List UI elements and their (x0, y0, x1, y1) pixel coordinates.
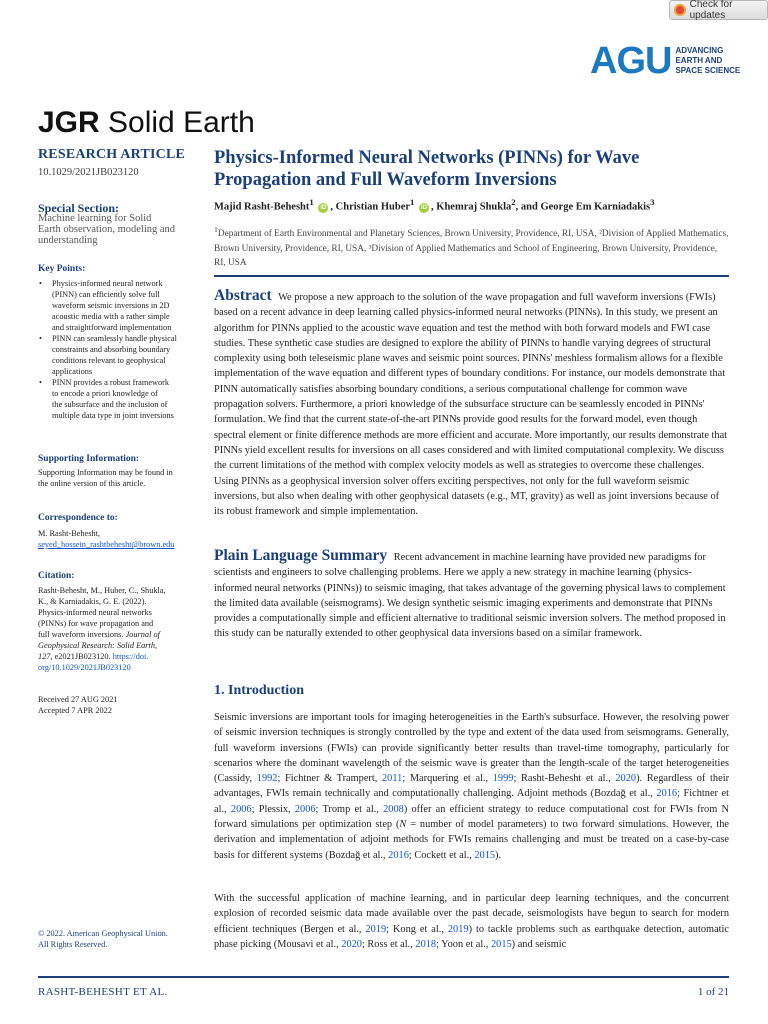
article-type: RESEARCH ARTICLE (38, 147, 186, 162)
author-affiliations: $^1$Department of Earth Environmental and Planetary Sciences, Brown University, Providence, RI, USA, ²Division of Applied Mathematics, Brown University, Providence, RI, USA, ³Division of Applied Mathematics and School of Engineering, Brown University, Providence, RI, USA (214, 225, 729, 269)
agu-tagline (675, 46, 740, 76)
citation-year-link[interactable]: 1999 (492, 773, 514, 785)
citation-doi-link[interactable]: https://doi. (112, 652, 149, 661)
author-name[interactable]: Majid Rasht-Behesht (214, 201, 310, 213)
crossmark-icon (674, 4, 686, 16)
journal-name-rest: Solid Earth (99, 106, 255, 139)
journal-name (38, 105, 255, 141)
citation-year-link[interactable]: 2019 (447, 923, 469, 935)
plain-language-summary-section (214, 548, 729, 642)
special-section-line: understanding (38, 235, 98, 246)
citation-year-link[interactable]: 2015 (474, 849, 496, 861)
journal-name-bold: JGR (38, 106, 100, 139)
agu-logo-mark: AGU (590, 40, 672, 82)
citation-year-link[interactable]: 2015 (490, 938, 512, 950)
correspondence-name: M. Rasht-Behesht, (38, 529, 100, 538)
agu-tagline-line: EARTH AND (675, 56, 723, 65)
received-date: Received 27 AUG 2021 (38, 695, 118, 704)
citation-year-link[interactable]: 2020 (341, 938, 362, 950)
footer-divider (38, 976, 729, 978)
agu-tagline-line: SPACE SCIENCE (675, 66, 741, 75)
citation-year-link[interactable]: 2016 (656, 788, 678, 800)
abstract-section (214, 288, 729, 519)
supporting-info-heading: Supporting Information: (38, 454, 140, 464)
check-for-updates-label: Check for updates (689, 0, 733, 21)
key-point: • Physics-informed neural network (PINN) can efficiently solve full waveform seismic inversions in 2D acoustic media with a rather simple and straightforward implementation (38, 278, 196, 333)
check-for-updates-button[interactable] (669, 0, 768, 20)
introduction-paragraph: Seismic inversions are important tools for imaging heterogeneities in the Earth's subsurface. However, the resolving power of seismic inversion techniques is strongly controlled by the type and extent of the data used from seismograms. Generally, full waveform inversions (FWIs) can provide significantly better results than travel-time tomography, particularly for scenarios where the dominant wavelength of the seismic wave is greater than the length-scale of the target heterogeneities (Cassidy, 1992; Fichtner & Trampert, 2011; Marquering et al., 1999; Rasht-Behesht et al., 2020). Regardless of their advantages, FWIs remain technically and computationally challenging. Adjoint methods (Bozdağ et al., 2016; Fichtner et al., 2006; Plessix, 2006; Tromp et al., 2008) offer an efficient strategy to reduce computational cost for FWIs from N forward simulations per optimization step (N = number of model parameters) to two forward simulations. However, the derivation and implementation of adjoint methods for FWIs remains challenging and must be treated on a case-by-case basis for different systems (Bozdağ et al., 2016; Cockett et al., 2015). (214, 712, 730, 861)
plain-language-summary-text: Recent advancement in machine learning have provided new paradigms for scientists and engineers to solve challenging problems. Here we apply a new strategy in machine learning (physics-informed neural networks (PINNs)) to seismic imaging, that takes advantage of the governing physical laws to complement the limited data available (seismograms). We design synthetic seismic imaging experiments and demonstrate that PINNs provides a computationally simple and efficient alternative to traditional seismic inversion solvers. The method proposed in this study can be naturally extended to other geophysical data inversions based on a similar framework. (214, 552, 726, 640)
citation-year-link[interactable]: 2020 (615, 773, 637, 785)
agu-tagline-line: ADVANCING (675, 46, 724, 55)
accepted-date: Accepted 7 APR 2022 (38, 706, 112, 715)
orcid-icon[interactable]: iD (421, 204, 428, 211)
citation-doi-link-cont[interactable]: org/10.1029/2021JB023120 (38, 663, 131, 672)
special-section-heading: Special Section: (38, 201, 119, 215)
article-doi: 10.1029/2021JB023120 (38, 167, 139, 178)
author-name[interactable]: Christian Huber (335, 201, 411, 213)
page-number: 1 of 21 (697, 986, 729, 998)
article-dates (38, 694, 196, 716)
key-point: • PINN provides a robust framework to encode a priori knowledge of the subsurface and the inclusion of multiple data type in joint inversions (38, 377, 196, 421)
key-points-heading: Key Points: (38, 264, 86, 274)
key-points-list (38, 278, 196, 421)
citation-year-link[interactable]: 2018 (415, 938, 437, 950)
supporting-info-text: Supporting Information may be found in the online version of this article. (38, 468, 173, 488)
agu-logo (590, 42, 740, 80)
citation-year-link[interactable]: 2016 (388, 849, 409, 861)
special-section-line: Machine learning for Solid (38, 213, 152, 224)
introduction-paragraph: With the successful application of machine learning, and in particular deep learning techniques, and the concurrent explosion of recorded seismic data made available over the past decade, seismologists have begun to search for modern efficient techniques (Bergen et al., 2019; Kong et al., 2019) to tackle problems such as earthquake detection, automatic phase picking (Mousavi et al., 2020; Ross et al., 2018; Yoon et al., 2015) and seismic (214, 893, 730, 950)
introduction-heading: 1. Introduction (214, 683, 304, 698)
abstract-text: We propose a new approach to the solution of the wave propagation and full waveform inversions (FWIs) based on a recent advance in deep learning called physics-informed neural networks (PINNs). In this study, we present an algorithm for PINNs applied to the acoustic wave equation and test the method with both forward models and FWI case studies. These synthetic case studies are designed to explore the ability of PINNs to handle varying degrees of structural complexity using both teleseismic plane waves and seismic point sources. PINNs' meshless formalism allows for a flexible implementation of the wave equation and different types of boundary conditions. For instance, our models demonstrate that PINN automatically satisfies absorbing boundary conditions, a serious computational challenge for common wave propagation solvers. Furthermore, a priori knowledge of the subsurface structure can be seamlessly encoded in PINNs' formulation. We find that the current state-of-the-art PINNs provide good results for the forward model, even though spectral element or finite difference methods are more efficient and accurate. More importantly, our results demonstrate that PINNs yield excellent results for inversions on all cases considered and with limited computational complexity. We discuss the current limitations of the method with complex velocity models as well as strategies to overcome these challenges. Using PINNs as a geophysical inversion solver offers exciting perspectives, not only for the full waveform seismic inversions, but also when dealing with other geophysical datasets (e.g., MT, gravity) as well as joint inversions because of its robust framework and simple implementation. (214, 292, 728, 518)
key-point: • PINN can seamlessly handle physical constraints and absorbing boundary conditions relevant to geophysical applications (38, 333, 196, 377)
correspondence-heading: Correspondence to: (38, 513, 118, 523)
author-name[interactable]: George Em Karniadakis (540, 201, 651, 213)
plain-language-summary-heading: Plain Language Summary (214, 547, 388, 564)
citation-year-link[interactable]: 1992 (256, 773, 278, 785)
author-list: Majid Rasht-Behesht$^1$ iD , Christian Huber$^1$ iD , Khemraj Shukla$^2$, and George Em Karniadakis$^3$ (214, 197, 655, 213)
special-section-text (38, 213, 196, 246)
citation-year-link[interactable]: 2019 (365, 923, 387, 935)
citation-year-link[interactable]: 2011 (382, 773, 403, 785)
citation-heading: Citation: (38, 571, 75, 581)
citation-year-link[interactable]: 2008 (383, 803, 404, 815)
author-name[interactable]: Khemraj Shukla (436, 201, 512, 213)
header-divider (214, 275, 729, 277)
citation-year-link[interactable]: 2006 (230, 803, 252, 815)
correspondence-text (38, 528, 196, 550)
article-title: Physics-Informed Neural Networks (PINNs) for Wave Propagation and Full Waveform Inversions (214, 148, 640, 190)
running-author-footer: RASHT-BEHESHT ET AL. (38, 986, 168, 998)
special-section-line: Earth observation, modeling and (38, 224, 176, 235)
orcid-icon[interactable]: iD (320, 204, 327, 211)
citation-year-link[interactable]: 2006 (294, 803, 316, 815)
citation-text: Rasht-Behesht, M., Huber, C., Shukla, K., & Karniadakis, G. E. (2022). Physics-informed neural networks (PINNs) for wave propagation and full waveform inversions. Journal of Geophysical Research: Solid Earth, 127, e2021JB023120. https://doi. org/10.1029/2021JB023120 (38, 585, 196, 673)
abstract-heading: Abstract (214, 287, 272, 304)
copyright-notice: © 2022. American Geophysical Union. All Rights Reserved. (38, 929, 168, 949)
correspondence-email-link[interactable]: seyed_hossein_rashtbehesht@brown.edu (38, 540, 175, 549)
